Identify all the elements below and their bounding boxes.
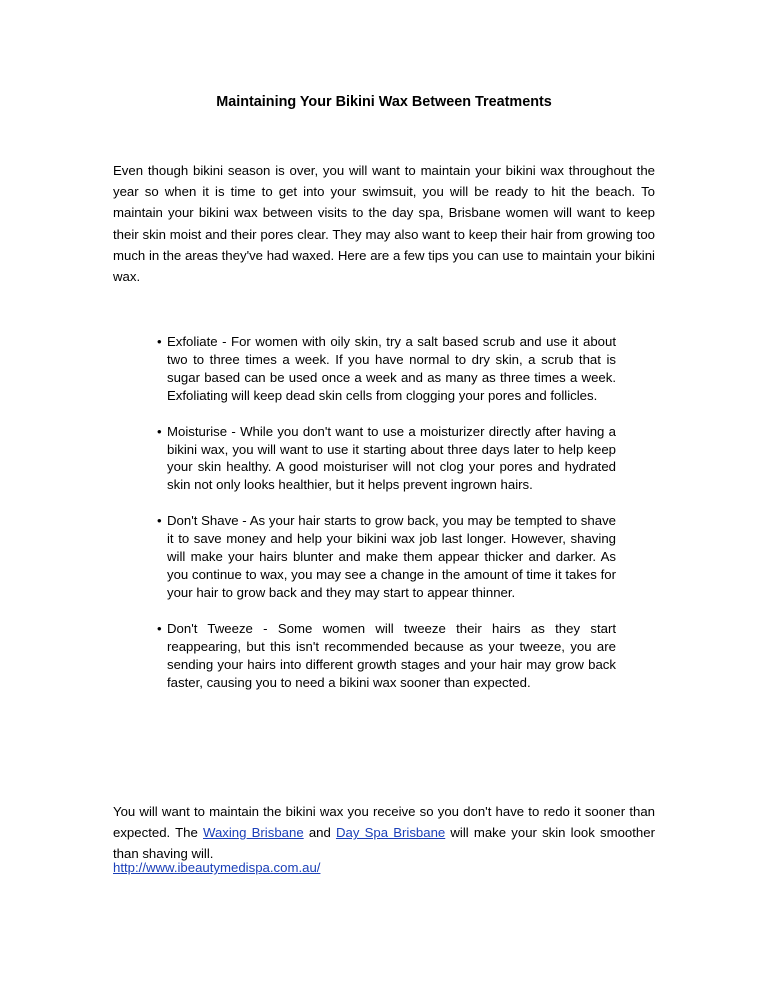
- tip-text-dont-tweeze: Don't Tweeze - Some women will tweeze their hairs as they start reappearing, but this isn't recommended because as your tweeze, you are sending your hairs into different growth stages and your hair may grow back faster, causing you to need a bikini wax sooner than expected.: [167, 620, 616, 690]
- list-item: [148, 620, 616, 692]
- closing-text-1: You will want to maintain the bikini wax you receive so you don't have to redo it sooner than expected. The: [113, 804, 655, 841]
- tips-list: [148, 333, 616, 709]
- tip-text-moisturise: Moisturise - While you don't want to use a moisturizer directly after having a bikini wax, you will want to use it starting about three days later to help keep your skin healthy. A good moisturiser will not clog your pores and hydrated skin not only looks healthier, but it helps prevent ingrown hairs.: [167, 423, 616, 493]
- day-spa-brisbane-link[interactable]: Day Spa Brisbane: [335, 825, 446, 841]
- tip-text-dont-shave: Don't Shave - As your hair starts to grow back, you may be tempted to shave it to save money and help your bikini wax job last longer. However, shaving will make your hairs blunter and make them appear thicker and darker. As you continue to wax, you may see a change in the amount of time it takes for your hair to grow back and they may start to appear thinner.: [167, 513, 616, 600]
- list-item: [148, 512, 616, 602]
- url-paragraph: [113, 857, 655, 878]
- bullet-icon: •: [157, 620, 162, 636]
- bullet-icon: •: [157, 423, 162, 439]
- document-title: Maintaining Your Bikini Wax Between Treatments: [216, 94, 552, 110]
- bullet-icon: •: [157, 334, 162, 349]
- bullet-icon: •: [157, 513, 162, 529]
- closing-text-2: and: [303, 825, 336, 841]
- closing-text-3: will make your skin look smoother than shaving will.: [113, 825, 655, 862]
- website-url-link[interactable]: http://www.ibeautymedispa.com.au/: [113, 860, 321, 875]
- tip-text-exfoliate: Exfoliate - For women with oily skin, try a salt based scrub and use it about two to three times a week. If you have normal to dry skin, a scrub that is sugar based can be used once a week and as many as three times a week. Exfoliating will keep dead skin cells from clogging your pores and follicles.: [167, 334, 616, 403]
- closing-paragraph: [113, 801, 655, 865]
- intro-paragraph: Even though bikini season is over, you will want to maintain your bikini wax throughout the year so when it is time to get into your swimsuit, you will be ready to hit the beach. To maintain your bikini wax between visits to the day spa, Brisbane women will want to keep their skin moist and their pores clear. They may also want to keep their hair from growing too much in the areas they've had waxed. Here are a few tips you can use to maintain your bikini wax.: [113, 163, 655, 285]
- waxing-brisbane-link[interactable]: Waxing Brisbane: [202, 825, 304, 841]
- list-item: [148, 333, 616, 405]
- list-item: [148, 423, 616, 495]
